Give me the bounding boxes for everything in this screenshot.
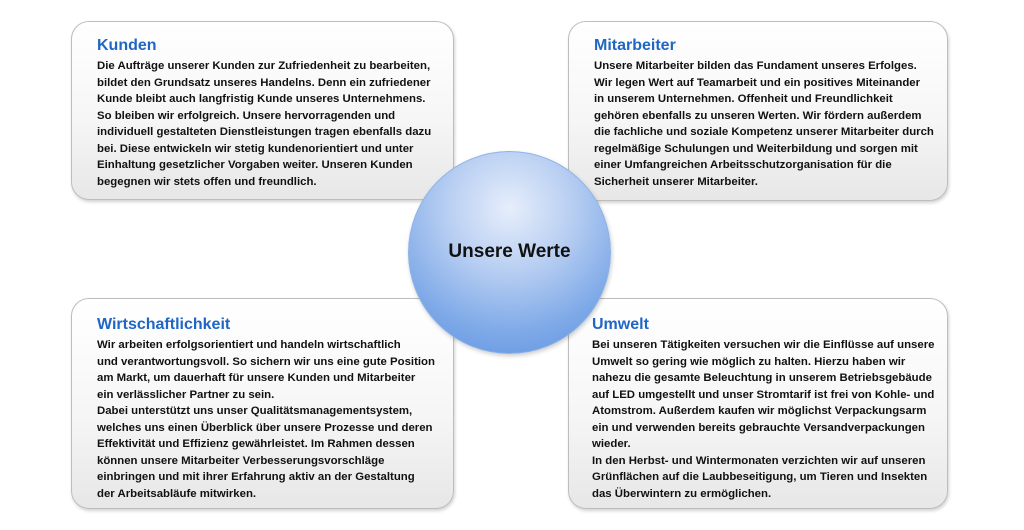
text-line: einer Umfangreichen Arbeitsschutzorganisation für die [594, 159, 892, 171]
text-line: ein verlässlicher Partner zu sein. [97, 388, 275, 401]
text-line: welches uns einen Überblick über unsere Prozesse und deren [97, 421, 433, 434]
text-line: individuell gestalteten Dienstleistungen tragen ebenfalls dazu [97, 126, 432, 138]
card-title-umwelt: Umwelt [592, 316, 649, 333]
card-title-wirtschaftlichkeit: Wirtschaftlichkeit [97, 316, 231, 333]
text-line: und verantwortungsvoll. So sichern wir uns eine gute Position [97, 355, 435, 368]
text-line: So bleiben wir erfolgreich. Unsere hervorragenden und [97, 109, 396, 122]
text-line: in unserem Unternehmen. Offenheit und Freundlichkeit [594, 93, 893, 105]
text-line: gehören ebenfalls zu unseren Werten. Wir fördern außerdem [594, 109, 922, 122]
text-line: wieder. [592, 438, 631, 450]
text-line: Unsere Mitarbeiter bilden das Fundament unseres Erfolges. [594, 60, 917, 72]
card-text-wirtschaftlichkeit [97, 337, 447, 502]
text-line: bildet den Grundsatz unseres Handelns. Denn ein zufriedener [97, 76, 431, 89]
card-title-mitarbeiter: Mitarbeiter [594, 37, 676, 54]
text-line: regelmäßige Schulungen und Weiterbildung und sorgen mit [594, 142, 918, 155]
text-line: ein und verwenden bereits gebrauchte Versandverpackungen [592, 421, 925, 434]
text-line: nahezu die gesamte Beleuchtung in unserem Betriebsgebäude [592, 372, 932, 384]
text-line: einbringen und mit ihrer Erfahrung aktiv an der Gestaltung [97, 471, 415, 483]
text-line: können unsere Mitarbeiter Verbesserungsvorschläge [97, 454, 385, 467]
text-line: Grünflächen auf die Laubbeseitigung, um Tieren und Insekten [592, 471, 928, 483]
text-line: Sicherheit unserer Mitarbeiter. [594, 175, 758, 188]
center-label: Unsere Werte [448, 241, 571, 262]
text-line: Effektivität und Effizienz gewährleistet. Im Rahmen dessen [97, 438, 415, 450]
text-line: am Markt, um dauerhaft für unsere Kunden und Mitarbeiter [97, 372, 416, 384]
text-line: das Überwintern zu ermöglichen. [592, 487, 772, 500]
text-line: bei. Diese entwickeln wir stetig kundenorientiert und unter [97, 142, 414, 155]
text-line: auf LED umgestellt und unser Stromtarif ist frei von Kohle- und [592, 388, 935, 401]
text-line: Bei unseren Tätigkeiten versuchen wir die Einflüsse auf unsere [592, 339, 935, 351]
card-text-kunden [97, 58, 447, 190]
text-line: Die Aufträge unserer Kunden zur Zufriedenheit zu bearbeiten, [97, 60, 431, 72]
text-line: Dabei unterstützt uns unser Qualitätsmanagementsystem, [97, 405, 413, 417]
card-title-kunden: Kunden [97, 37, 157, 54]
card-text-umwelt [592, 337, 946, 502]
text-line: die fachliche und soziale Kompetenz unserer Mitarbeiter durch [594, 126, 934, 138]
card-text-mitarbeiter [594, 58, 944, 190]
text-line: Umwelt so gering wie möglich zu halten. Hierzu haben wir [592, 355, 906, 368]
text-line: der Arbeitsabläufe mitwirken. [97, 487, 257, 500]
text-line: begegnen wir stets offen und freundlich. [97, 175, 317, 188]
text-line: Einhaltung gesetzlicher Vorgaben weiter. Unseren Kunden [97, 159, 413, 171]
text-line: In den Herbst- und Wintermonaten verzichten wir auf unseren [592, 454, 926, 467]
text-line: Kunde bleibt auch langfristig Kunde unseres Unternehmens. [97, 93, 426, 105]
text-line: Wir arbeiten erfolgsorientiert und handeln wirtschaftlich [97, 339, 401, 351]
text-line: Wir legen Wert auf Teamarbeit und ein positives Miteinander [594, 76, 921, 89]
text-line: Atomstrom. Außerdem kaufen wir möglichst Verpackungsarm [592, 405, 927, 417]
